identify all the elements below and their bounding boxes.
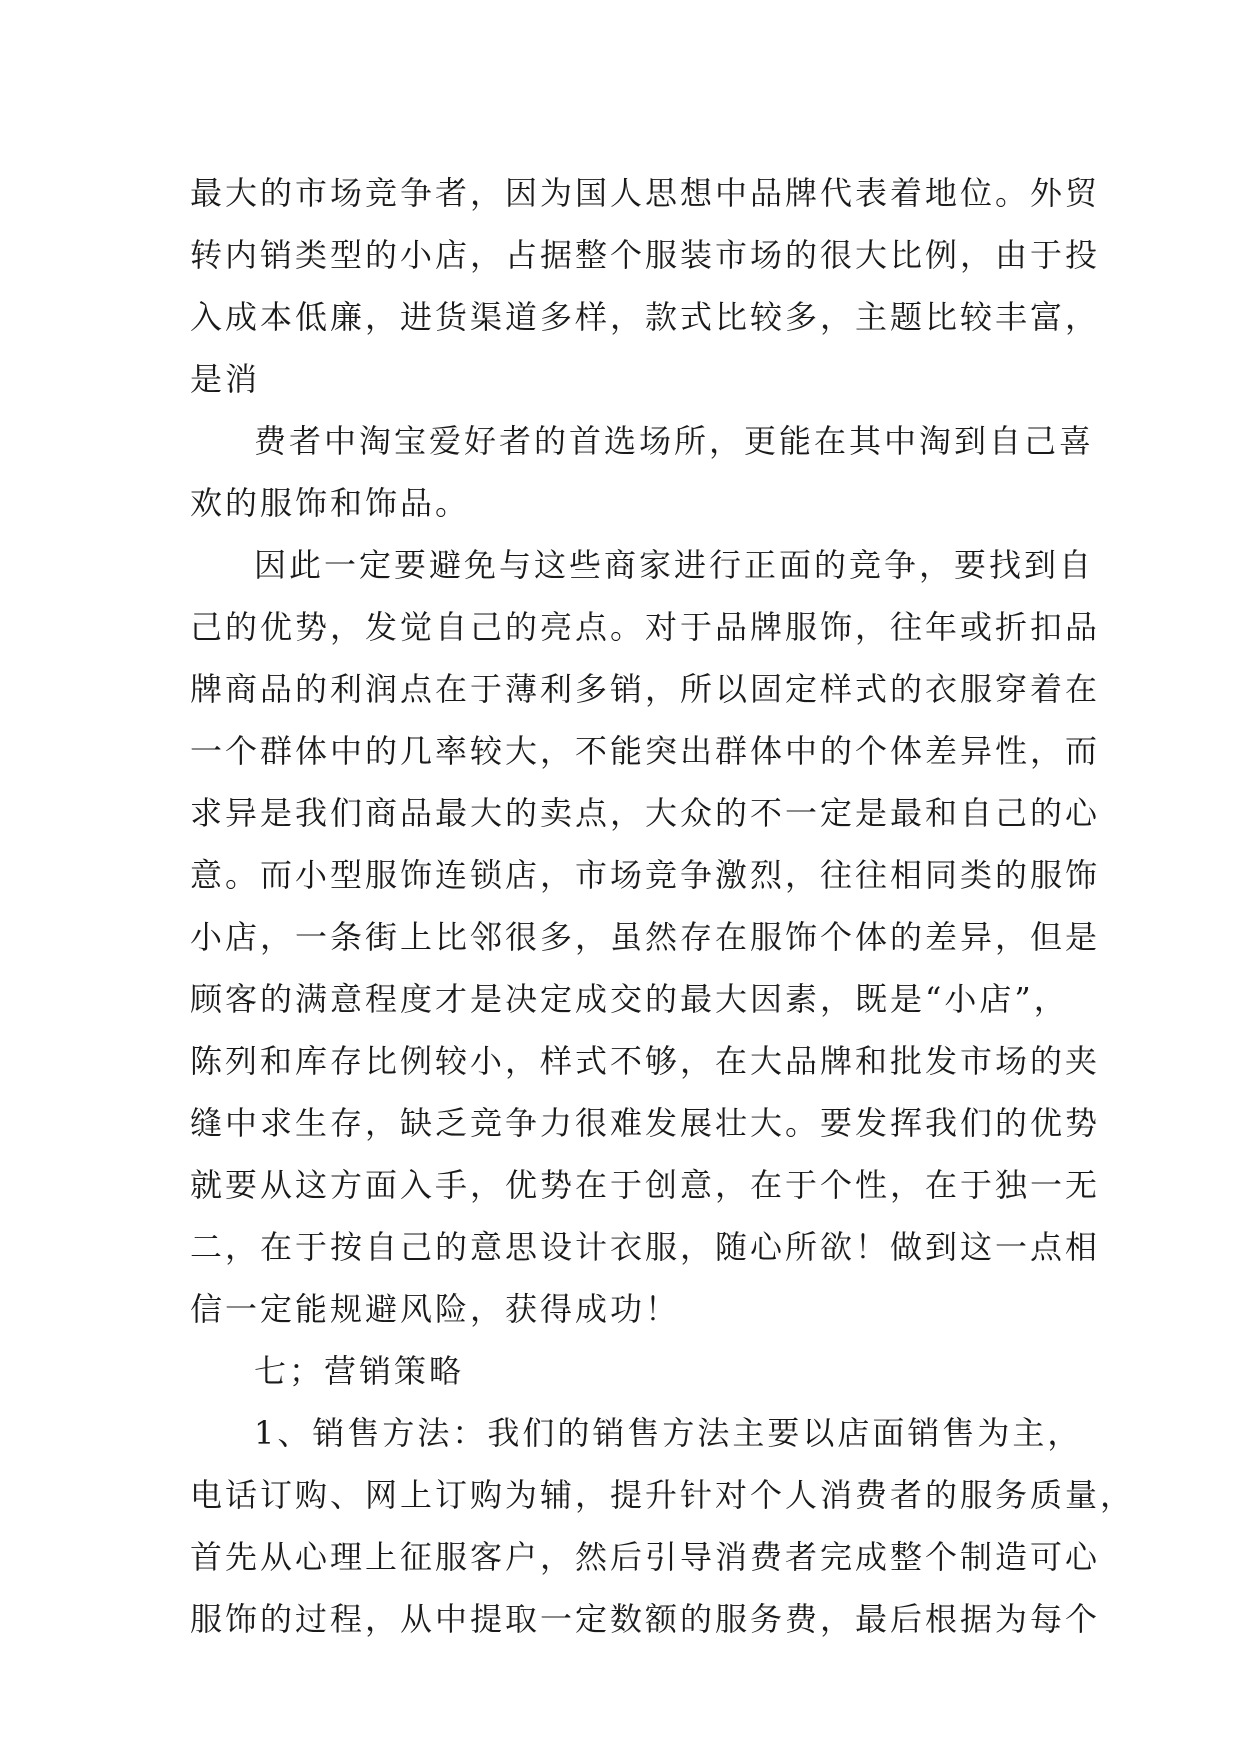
- text-line: 费者中淘宝爱好者的首选场所，更能在其中淘到自己喜: [254, 422, 1095, 460]
- text-line: 一个群体中的几率较大，不能突出群体中的个体差异性，而: [190, 732, 1101, 770]
- text-line: 服饰的过程，从中提取一定数额的服务费，最后根据为每个: [190, 1600, 1101, 1638]
- text-line: 顾客的满意程度才是决定成交的最大因素，既是“小店”，: [190, 980, 1069, 1018]
- body-text: [190, 162, 1136, 1650]
- text-line: 己的优势，发觉自己的亮点。对于品牌服饰，往年或折扣品: [190, 608, 1101, 646]
- text-line: 是消: [190, 360, 261, 398]
- text-line: 陈列和库存比例较小，样式不够，在大品牌和批发市场的夹: [190, 1042, 1101, 1080]
- text-line: 意。而小型服饰连锁店，市场竞争激烈，往往相同类的服饰: [190, 856, 1101, 894]
- text-line: 1、销售方法：我们的销售方法主要以店面销售为主，: [254, 1414, 1083, 1452]
- text-line: 欢的服饰和饰品。: [190, 484, 471, 522]
- text-line: 信一定能规避风险，获得成功！: [190, 1290, 681, 1328]
- text-line: 转内销类型的小店，占据整个服装市场的很大比例，由于投: [190, 236, 1101, 274]
- text-line: 缝中求生存，缺乏竞争力很难发展壮大。要发挥我们的优势: [190, 1104, 1101, 1142]
- text-line: 二，在于按自己的意思设计衣服，随心所欲！做到这一点相: [190, 1228, 1101, 1266]
- text-line: 首先从心理上征服客户，然后引导消费者完成整个制造可心: [190, 1538, 1101, 1576]
- section-heading: 七；营销策略: [254, 1352, 465, 1390]
- text-line: 牌商品的利润点在于薄利多销，所以固定样式的衣服穿着在: [190, 670, 1101, 708]
- text-line: 求异是我们商品最大的卖点，大众的不一定是最和自己的心: [190, 794, 1101, 832]
- text-line: 电话订购、网上订购为辅，提升针对个人消费者的服务质量，: [190, 1476, 1136, 1514]
- text-line: 小店，一条街上比邻很多，虽然存在服饰个体的差异，但是: [190, 918, 1101, 956]
- text-line: 就要从这方面入手，优势在于创意，在于个性，在于独一无: [190, 1166, 1101, 1204]
- text-line: 入成本低廉，进货渠道多样，款式比较多，主题比较丰富，: [190, 298, 1101, 336]
- text-line: 最大的市场竞争者，因为国人思想中品牌代表着地位。外贸: [190, 174, 1101, 212]
- text-line: 因此一定要避免与这些商家进行正面的竞争，要找到自: [254, 546, 1095, 584]
